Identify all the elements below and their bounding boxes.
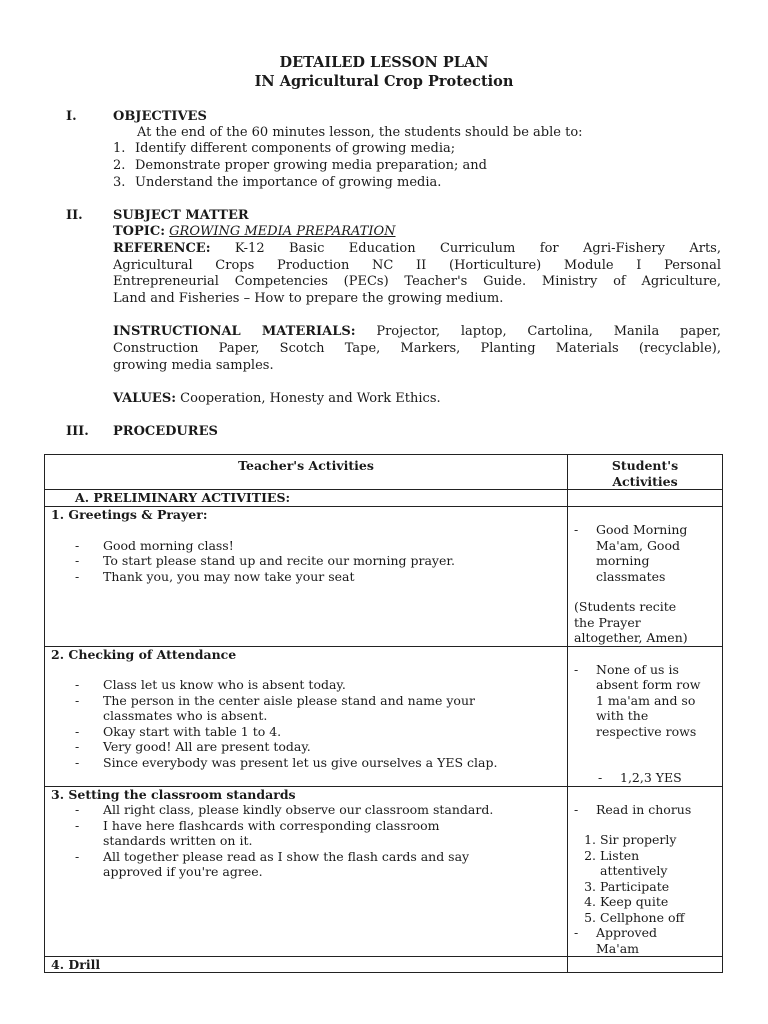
list-item: - Thank you, you may now take your seat bbox=[75, 569, 561, 585]
procedures-heading: PROCEDURES bbox=[113, 424, 218, 439]
list-item: - To start please stand up and recite our morning prayer. bbox=[75, 553, 561, 569]
objectives-heading: OBJECTIVES bbox=[113, 109, 207, 124]
attendance-student-cell bbox=[568, 646, 723, 786]
attendance-title: 2. Checking of Attendance bbox=[51, 646, 237, 662]
greetings-student-cell: - Good Morning Ma'am, Good morning classmates (Students recite the Prayer altogether, Amen) bbox=[568, 507, 723, 647]
values-line bbox=[113, 391, 441, 406]
objectives-item: 1. Identify different components of growing media; bbox=[113, 141, 456, 156]
list-item: 1. Sir properly bbox=[600, 832, 716, 848]
drill-title: 4. Drill bbox=[45, 957, 568, 973]
topic-label: TOPIC: bbox=[113, 224, 165, 239]
standards-teacher-cell bbox=[45, 786, 568, 957]
greetings-teacher-list bbox=[51, 538, 561, 585]
list-item: - Okay start with table 1 to 4. bbox=[75, 724, 561, 740]
list-item: - Class let us know who is absent today. bbox=[75, 677, 561, 693]
section-row-preliminary: A. PRELIMINARY ACTIVITIES: bbox=[45, 490, 723, 507]
values-label: VALUES: bbox=[113, 391, 177, 406]
subject-matter-heading: SUBJECT MATTER bbox=[113, 208, 249, 223]
list-item: - Since everybody was present let us give ourselves a YES clap. bbox=[75, 755, 561, 771]
list-item: 2. Listen attentively bbox=[600, 848, 716, 879]
table-row-drill bbox=[45, 957, 723, 973]
objectives-item: 2. Demonstrate proper growing media preparation; and bbox=[113, 158, 487, 173]
list-item: - None of us is absent form row 1 ma'am and so with the respective rows bbox=[574, 662, 716, 740]
greetings-teacher-cell bbox=[45, 507, 568, 647]
document-title: DETAILED LESSON PLAN bbox=[279, 54, 489, 71]
topic-line bbox=[113, 224, 396, 239]
topic-value: GROWING MEDIA PREPARATION bbox=[169, 224, 396, 239]
list-item: - Good morning class! bbox=[75, 538, 561, 554]
values-text: Cooperation, Honesty and Work Ethics. bbox=[180, 391, 441, 406]
materials-line-2: Construction Paper, Scotch Tape, Markers, Planting Materials (recyclable), bbox=[113, 341, 721, 356]
list-item: - 1,2,3 YES bbox=[598, 770, 716, 786]
list-item: 3. Participate bbox=[600, 879, 716, 895]
materials-label: INSTRUCTIONAL MATERIALS: bbox=[113, 324, 356, 339]
standards-student-cell: - Read in chorus 1. Sir properly 2. Listen attentively 3. Participate 4. Keep quite 5. Cellphone off - Approved Ma'am bbox=[568, 786, 723, 957]
objectives-item: 3. Understand the importance of growing media. bbox=[113, 175, 442, 190]
list-item: 4. Keep quite bbox=[600, 894, 716, 910]
standards-teacher-list bbox=[51, 802, 561, 880]
list-item: - All together please read as I show the flash cards and say approved if you're agree. bbox=[75, 849, 561, 880]
list-item: - Approved bbox=[574, 925, 716, 941]
reference-line-4: Land and Fisheries – How to prepare the growing medium. bbox=[113, 291, 504, 306]
greetings-title: 1. Greetings & Prayer: bbox=[51, 507, 208, 522]
list-item: - Very good! All are present today. bbox=[75, 739, 561, 755]
attendance-teacher-list bbox=[51, 677, 561, 770]
section-numeral-procedures: III. bbox=[66, 424, 89, 439]
section-numeral-subject: II. bbox=[66, 208, 83, 223]
standards-student-list bbox=[574, 832, 716, 925]
list-item: - The person in the center aisle please stand and name your classmates who is absent. bbox=[75, 693, 561, 724]
document-subtitle: IN Agricultural Crop Protection bbox=[254, 73, 514, 90]
list-item: - Good Morning Ma'am, Good morning classmates bbox=[574, 522, 716, 584]
reference-line-3: Entrepreneurial Competencies (PECs) Teacher's Guide. Ministry of Agriculture, bbox=[113, 274, 721, 289]
standards-title: 3. Setting the classroom standards bbox=[51, 786, 296, 802]
list-item: - All right class, please kindly observe our classroom standard. bbox=[75, 802, 561, 818]
list-item: 5. Cellphone off bbox=[600, 910, 716, 926]
section-numeral-objectives: I. bbox=[66, 109, 77, 124]
teacher-activities-header: Teacher's Activities bbox=[45, 455, 568, 490]
objectives-intro: At the end of the 60 minutes lesson, the students should be able to: bbox=[137, 125, 583, 140]
table-row-attendance bbox=[45, 646, 723, 786]
attendance-teacher-cell bbox=[45, 646, 568, 786]
materials-line-1: INSTRUCTIONAL MATERIALS: Projector, laptop, Cartolina, Manila paper, bbox=[113, 324, 721, 339]
table-header-row bbox=[45, 455, 723, 490]
procedures-table bbox=[44, 454, 723, 973]
reference-line-1: REFERENCE: K-12 Basic Education Curriculum for Agri-Fishery Arts, bbox=[113, 241, 721, 256]
table-row-standards bbox=[45, 786, 723, 957]
list-item: - Read in chorus bbox=[574, 802, 716, 818]
list-item: - I have here flashcards with corresponding classroom standards written on it. bbox=[75, 818, 561, 849]
reference-label: REFERENCE: bbox=[113, 241, 211, 256]
table-row-greetings bbox=[45, 507, 723, 647]
materials-line-3: growing media samples. bbox=[113, 358, 274, 373]
student-activities-header: Student's Activities bbox=[568, 455, 723, 490]
reference-line-2: Agricultural Crops Production NC II (Horticulture) Module I Personal bbox=[113, 258, 721, 273]
